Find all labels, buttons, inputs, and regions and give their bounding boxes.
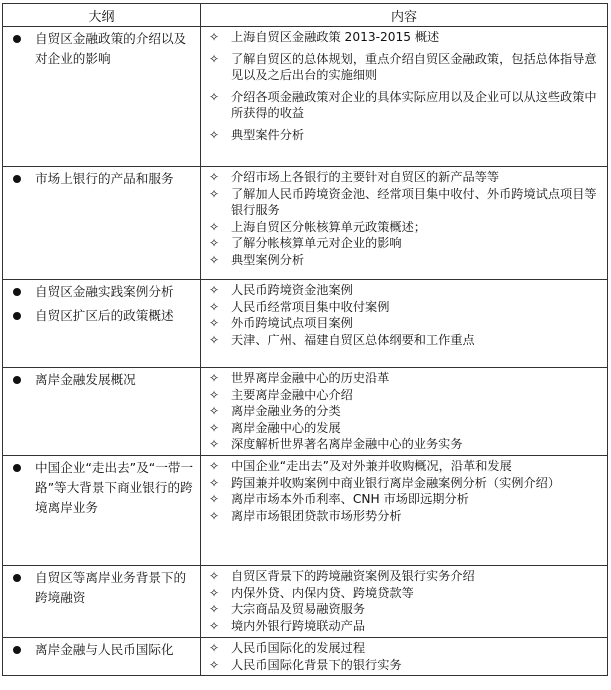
outline-cell — [3, 368, 201, 456]
table-row — [3, 566, 608, 638]
diamond-bullet-icon: ✧ — [209, 332, 220, 347]
diamond-bullet-icon: ✧ — [209, 316, 220, 330]
diamond-bullet-icon: ✧ — [209, 459, 220, 473]
content-item: ✧ 大宗商品及贸易融资服务 — [209, 602, 366, 616]
content-item: ✧ 外币跨境试点项目案例 — [209, 316, 353, 330]
diamond-bullet-icon: ✧ — [209, 569, 220, 583]
content-item: ✧ 世界离岸金融中心的历史沿革 — [209, 371, 390, 385]
table-row — [3, 638, 608, 676]
bullet-dot-icon — [13, 175, 21, 183]
diamond-bullet-icon: ✧ — [209, 387, 220, 402]
bullet-dot-icon — [13, 574, 21, 582]
outline-topic: 自贸区等离岸业务背景下的跨境融资 — [7, 568, 196, 608]
diamond-bullet-icon: ✧ — [209, 236, 220, 250]
outline-cell — [3, 638, 201, 676]
table-row — [3, 368, 608, 456]
outline-topic: 中国企业“走出去”及“一带一路”等大背景下商业银行的跨境离岸业务 — [7, 458, 196, 518]
content-item: ✧ 上海自贸区分帐核算单元政策概述； — [209, 219, 426, 234]
diamond-bullet-icon: ✧ — [209, 170, 220, 184]
diamond-bullet-icon: ✧ — [209, 420, 220, 435]
content-item: ✧ 典型案例分析 — [209, 252, 305, 267]
content-cell — [201, 456, 608, 566]
content-item: ✧ 了解加人民币跨境资金池、经常项目集中收付、外币跨境试点项目等银行服务 — [209, 186, 597, 217]
diamond-bullet-icon: ✧ — [209, 641, 220, 655]
outline-topic: 自贸区金融实践案例分析 — [7, 282, 196, 302]
header-content: 内容 — [201, 4, 608, 27]
content-item: ✧ 天津、广州、福建自贸区总体纲要和工作重点 — [209, 332, 475, 347]
outline-topic: 自贸区金融政策的介绍以及对企业的影响 — [7, 29, 196, 69]
content-item: ✧ 离岸金融业务的分类 — [209, 404, 341, 418]
content-item: ✧ 境内外银行跨境联动产品 — [209, 618, 366, 633]
content-item: ✧ 主要离岸金融中心介绍 — [209, 387, 353, 402]
diamond-bullet-icon: ✧ — [209, 89, 220, 104]
diamond-bullet-icon: ✧ — [209, 585, 220, 600]
content-item: ✧ 离岸市场本外币利率、CNH 市场即远期分析 — [209, 492, 469, 506]
diamond-bullet-icon: ✧ — [209, 492, 220, 506]
content-item: ✧ 人民币国际化的发展过程 — [209, 641, 366, 655]
outline-topic: 离岸金融发展概况 — [7, 370, 196, 390]
table-body — [3, 27, 608, 676]
outline-cell — [3, 566, 201, 638]
content-item: ✧ 离岸金融中心的发展 — [209, 420, 341, 435]
content-item: ✧ 上海自贸区金融政策 2013-2015 概述 — [209, 30, 440, 44]
diamond-bullet-icon: ✧ — [209, 437, 220, 451]
diamond-bullet-icon: ✧ — [209, 252, 220, 267]
outline-topic: 自贸区扩区后的政策概述 — [7, 306, 196, 326]
bullet-dot-icon — [13, 288, 21, 296]
content-cell — [201, 638, 608, 676]
content-item: ✧ 了解分帐核算单元对企业的影响 — [209, 236, 402, 250]
outline-cell — [3, 456, 201, 566]
content-item: ✧ 介绍各项金融政策对企业的具体实际应用以及企业可以从这些政策中所获得的收益 — [209, 89, 597, 120]
header-row — [3, 4, 608, 27]
content-item: ✧ 深度解析世界著名离岸金融中心的业务实务 — [209, 437, 463, 451]
bullet-dot-icon — [13, 376, 21, 384]
diamond-bullet-icon: ✧ — [209, 299, 220, 314]
bullet-dot-icon — [13, 646, 21, 654]
bullet-dot-icon — [13, 35, 21, 43]
outline-cell — [3, 27, 201, 167]
table-row — [3, 167, 608, 280]
header-outline: 大纲 — [3, 4, 201, 27]
diamond-bullet-icon: ✧ — [209, 475, 220, 490]
content-item: ✧ 人民币国际化背景下的银行实务 — [209, 657, 402, 672]
outline-cell — [3, 280, 201, 368]
diamond-bullet-icon: ✧ — [209, 618, 220, 633]
content-item: ✧ 典型案件分析 — [209, 127, 305, 142]
bullet-dot-icon — [13, 464, 21, 472]
content-cell — [201, 27, 608, 167]
outline-topic: 市场上银行的产品和服务 — [7, 169, 196, 189]
diamond-bullet-icon: ✧ — [209, 186, 220, 201]
content-item: ✧ 人民币跨境资金池案例 — [209, 283, 353, 297]
content-cell — [201, 368, 608, 456]
diamond-bullet-icon: ✧ — [209, 127, 220, 142]
diamond-bullet-icon: ✧ — [209, 657, 220, 672]
content-cell — [201, 280, 608, 368]
diamond-bullet-icon: ✧ — [209, 283, 220, 297]
content-item: ✧ 离岸市场银团贷款市场形势分析 — [209, 508, 402, 523]
content-item: ✧ 中国企业“走出去”及对外兼并收购概况，沿革和发展 — [209, 459, 512, 473]
diamond-bullet-icon: ✧ — [209, 602, 220, 616]
bullet-dot-icon — [13, 312, 21, 320]
content-item: ✧ 跨国兼并收购案例中商业银行离岸金融案例分析（实例介绍） — [209, 475, 561, 490]
diamond-bullet-icon: ✧ — [209, 371, 220, 385]
diamond-bullet-icon: ✧ — [209, 219, 220, 234]
outline-table — [2, 3, 608, 676]
content-item: ✧ 内保外贷、内保内贷、跨境贷款等 — [209, 585, 414, 600]
diamond-bullet-icon: ✧ — [209, 51, 220, 66]
content-item: ✧ 了解自贸区的总体规划，重点介绍自贸区金融政策，包括总体指导意见以及之后出台的实施细则 — [209, 51, 597, 82]
diamond-bullet-icon: ✧ — [209, 404, 220, 418]
content-item: ✧ 人民币经常项目集中收付案例 — [209, 299, 390, 314]
content-cell — [201, 566, 608, 638]
table-row — [3, 280, 608, 368]
content-item: ✧ 自贸区背景下的跨境融资案例及银行实务介绍 — [209, 569, 475, 583]
outline-topic: 离岸金融与人民币国际化 — [7, 640, 196, 660]
diamond-bullet-icon: ✧ — [209, 508, 220, 523]
table-row — [3, 27, 608, 167]
table-row — [3, 456, 608, 566]
outline-cell — [3, 167, 201, 280]
content-cell — [201, 167, 608, 280]
diamond-bullet-icon: ✧ — [209, 30, 220, 44]
content-item: ✧ 介绍市场上各银行的主要针对自贸区的新产品等等 — [209, 170, 500, 184]
